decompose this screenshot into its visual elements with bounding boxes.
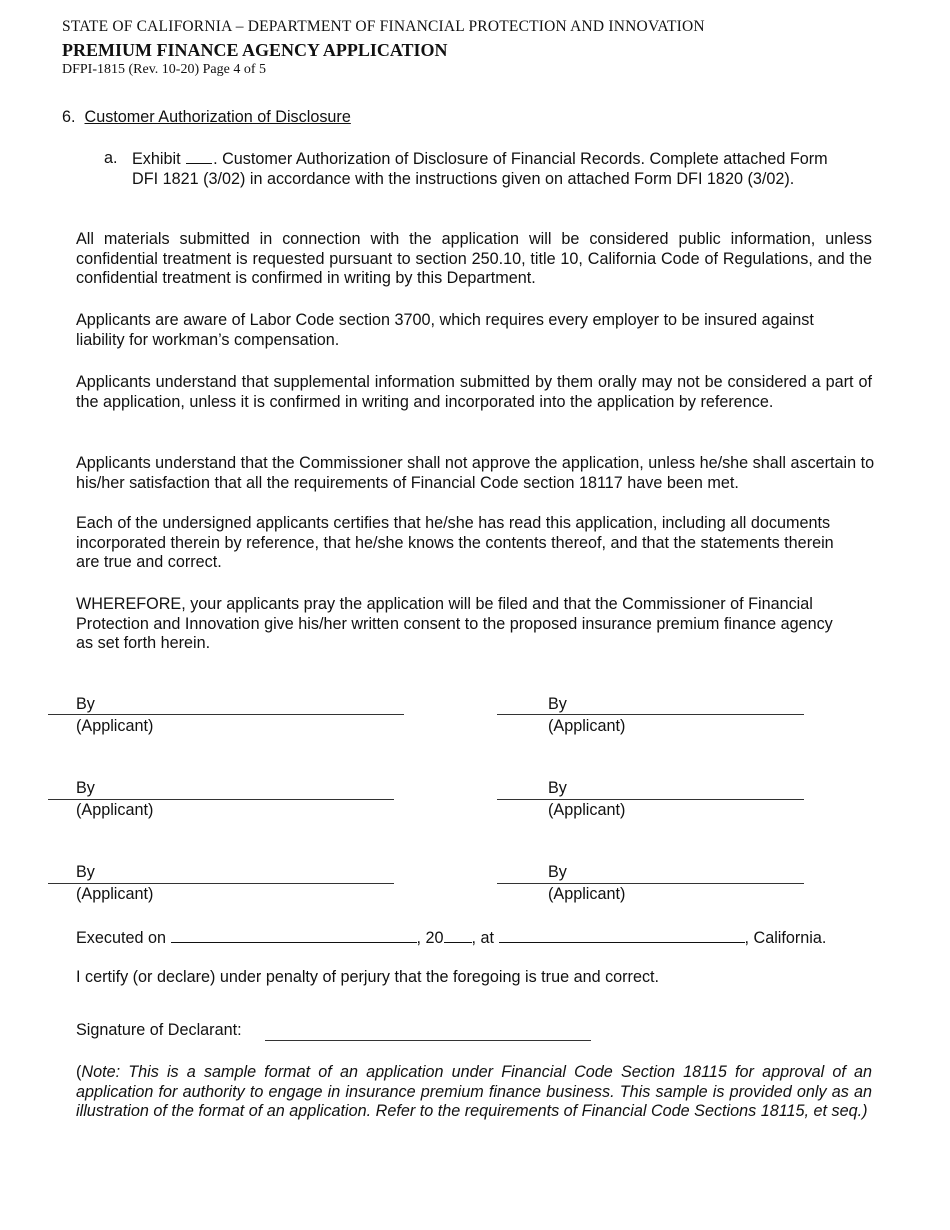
executed-location-field[interactable] [499,926,745,943]
item-a-text [132,149,852,189]
section-title: Customer Authorization of Disclosure [84,108,351,126]
paragraph-wherefore: WHEREFORE, your applicants pray the application will be filed and that the Commissioner of Financial Protection and Innovation give his/her written consent to the proposed insurance premium finance agency as set forth herein. [76,595,833,653]
by-label: By [548,695,567,713]
signature-line-3[interactable] [48,799,394,800]
agency-header: STATE OF CALIFORNIA – DEPARTMENT OF FINANCIAL PROTECTION AND INNOVATION [62,18,705,35]
by-label: By [76,779,95,797]
exhibit-blank[interactable] [186,149,212,164]
perjury-certification: I certify (or declare) under penalty of perjury that the foregoing is true and correct. [76,968,660,986]
executed-year-prefix: , 20 [416,929,444,947]
note-text: Note: This is a sample format of an application under Financial Code Section 18115 for approval of an application for authority to engage in insurance premium finance business. This sample is provided only as an illustration of the format of an application. Refer to the requirements of Financial Code Sections 18115, et seq.) [76,1063,872,1121]
paragraph-labor-code: Applicants are aware of Labor Code section 3700, which requires every employer to be insured against liability for workman’s compensation. [76,311,814,349]
applicant-label: (Applicant) [548,885,626,903]
section-heading [62,108,351,128]
section-number: 6. [62,108,76,126]
executed-date-field[interactable] [171,926,417,943]
signature-line-4[interactable] [497,799,804,800]
sample-format-note [76,1063,872,1122]
by-label: By [76,863,95,881]
executed-year-field[interactable] [444,926,472,943]
by-label: By [548,863,567,881]
executed-line [76,926,826,948]
applicant-label: (Applicant) [76,717,154,735]
by-label: By [548,779,567,797]
form-id: DFPI-1815 (Rev. 10-20) Page 4 of 5 [62,62,267,77]
executed-at-text: , at [471,929,495,947]
applicant-label: (Applicant) [76,885,154,903]
paragraph-certification: Each of the undersigned applicants certifies that he/she has read this application, including all documents incorporated therein by reference, that he/she knows the contents thereof, and that the statements therein are true and correct. [76,514,834,572]
paragraph-supplemental-info: Applicants understand that supplemental information submitted by them orally may not be considered a part of the application, unless it is confirmed in writing and incorporated into the application by reference. [76,373,872,411]
form-title: PREMIUM FINANCE AGENCY APPLICATION [62,40,448,60]
executed-suffix: , California. [744,929,827,947]
signature-line-1[interactable] [48,714,404,715]
signature-line-6[interactable] [497,883,804,884]
item-letter: a. [104,149,118,167]
paragraph-public-information: All materials submitted in connection with the application will be considered public information, unless confidential treatment is requested pursuant to section 250.10, title 10, California Code of Regulations, and the confidential treatment is confirmed in writing by this Department. [76,230,872,288]
applicant-label: (Applicant) [76,801,154,819]
paragraph-commissioner-approval: Applicants understand that the Commissioner shall not approve the application, unless he/she shall ascertain to his/her satisfaction that all the requirements of Financial Code section 18117 have been met. [76,454,875,492]
declarant-signature-line[interactable] [265,1040,591,1041]
item-prefix: Exhibit [132,150,181,168]
by-label: By [76,695,95,713]
note-open-paren: ( [76,1063,82,1081]
declarant-label: Signature of Declarant: [76,1021,242,1039]
signature-line-2[interactable] [497,714,804,715]
item-description: . Customer Authorization of Disclosure of Financial Records. Complete attached Form DFI 1821 (3/02) in accordance with the instructions given on attached Form DFI 1820 (3/02). [132,150,828,188]
signature-line-5[interactable] [48,883,394,884]
applicant-label: (Applicant) [548,801,626,819]
applicant-label: (Applicant) [548,717,626,735]
executed-prefix: Executed on [76,929,166,947]
